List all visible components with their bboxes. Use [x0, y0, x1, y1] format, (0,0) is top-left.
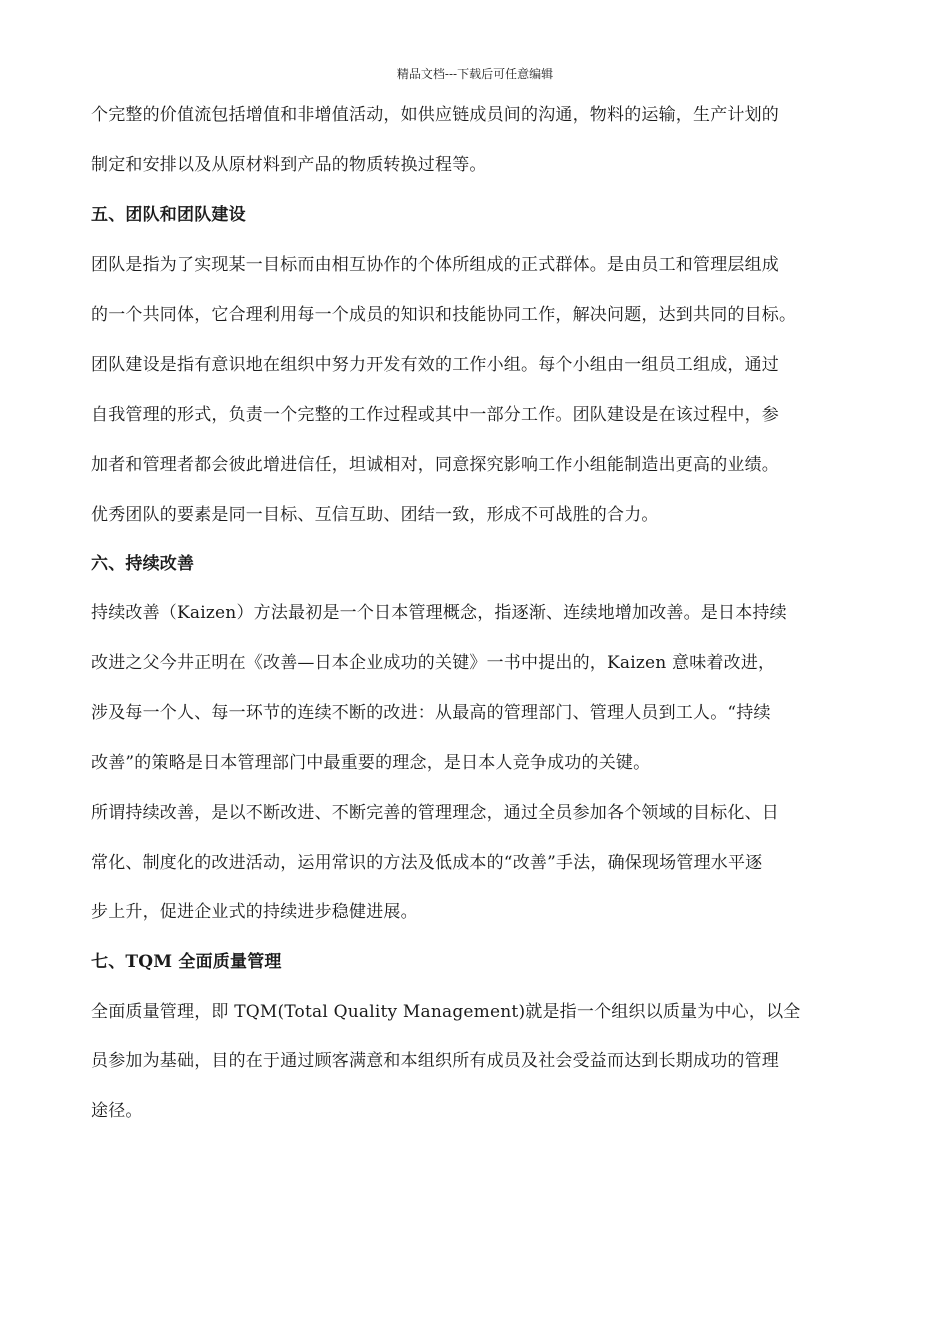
paragraph-line: 所谓持续改善，是以不断改进、不断完善的管理理念，通过全员参加各个领域的目标化、日	[91, 803, 779, 823]
paragraph-line: 自我管理的形式，负责一个完整的工作过程或其中一部分工作。团队建设是在该过程中，参	[91, 405, 779, 425]
paragraph-line: 常化、制度化的改进活动，运用常识的方法及低成本的“改善”手法，确保现场管理水平逐	[91, 853, 763, 873]
paragraph-line: 改进之父今井正明在《改善—日本企业成功的关键》一书中提出的，Kaizen 意味着改进，	[91, 653, 776, 673]
paragraph-line: 改善”的策略是日本管理部门中最重要的理念，是日本人竞争成功的关键。	[91, 753, 651, 773]
section-heading-tqm: 七、TQM 全面质量管理	[91, 952, 282, 972]
paragraph-line: 持续改善（Kaizen）方法最初是一个日本管理概念，指逐渐、连续地增加改善。是日本持续	[91, 603, 787, 623]
page-header: 精品文档---下载后可任意编辑	[396, 67, 554, 81]
paragraph-line: 全面质量管理，即 TQM(Total Quality Management)就是指一个组织以质量为中心，以全	[91, 1002, 801, 1022]
paragraph-line: 步上升，促进企业式的持续进步稳健进展。	[91, 902, 418, 922]
paragraph-line: 优秀团队的要素是同一目标、互信互助、团结一致，形成不可战胜的合力。	[91, 505, 659, 525]
paragraph-line: 的一个共同体，它合理利用每一个成员的知识和技能协同工作，解决问题，达到共同的目标。	[91, 305, 797, 325]
paragraph-line: 涉及每一个人、每一环节的连续不断的改进：从最高的管理部门、管理人员到工人。“持续	[91, 703, 771, 723]
paragraph-line: 团队是指为了实现某一目标而由相互协作的个体所组成的正式群体。是由员工和管理层组成	[91, 255, 779, 275]
paragraph-line: 员参加为基础，目的在于通过顾客满意和本组织所有成员及社会受益而达到长期成功的管理	[91, 1051, 779, 1071]
paragraph-line: 团队建设是指有意识地在组织中努力开发有效的工作小组。每个小组由一组员工组成，通过	[91, 355, 779, 375]
paragraph-line: 制定和安排以及从原材料到产品的物质转换过程等。	[91, 155, 487, 175]
section-heading-kaizen: 六、持续改善	[91, 554, 195, 574]
paragraph-line: 途径。	[91, 1101, 143, 1121]
paragraph-line: 个完整的价值流包括增值和非增值活动，如供应链成员间的沟通，物料的运输，生产计划的	[91, 105, 779, 125]
paragraph-line: 加者和管理者都会彼此增进信任，坦诚相对，同意探究影响工作小组能制造出更高的业绩。	[91, 455, 779, 475]
section-heading-team: 五、团队和团队建设	[91, 205, 246, 225]
